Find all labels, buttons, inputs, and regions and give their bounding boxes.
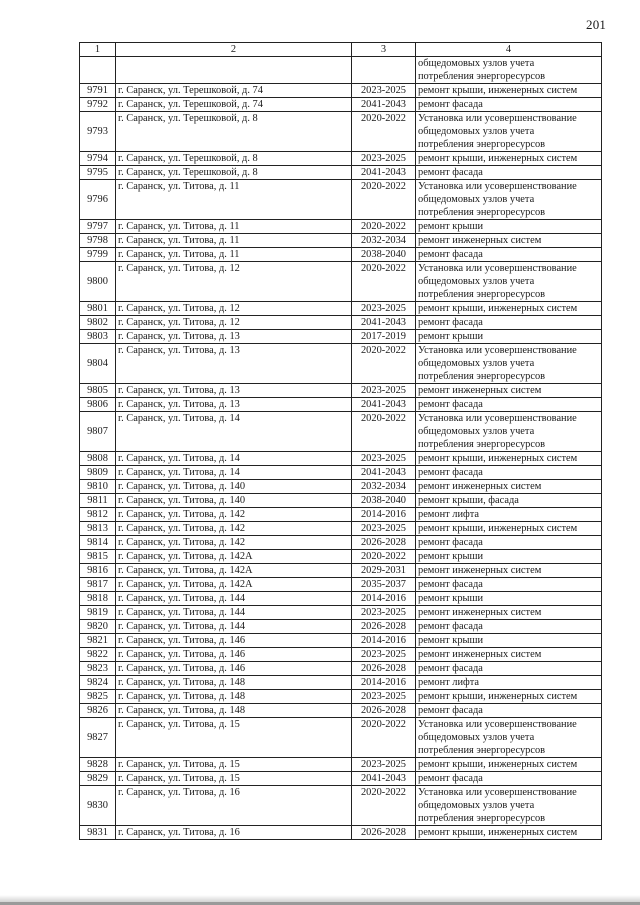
period-cell: 2020-2022 [352,550,416,564]
table-row [80,536,602,550]
table-row [80,302,602,316]
work-type-cell [416,522,602,536]
period-cell: 2026-2028 [352,536,416,550]
row-number-cell: 9813 [80,522,116,536]
work-type-cell [416,412,602,452]
table-row [80,592,602,606]
work-type-cell [416,676,602,690]
table-row [80,704,602,718]
work-type-line: ремонт фасада [418,663,483,674]
work-type-line: ремонт инженерных систем [418,385,542,396]
work-type-cell [416,772,602,786]
row-number-cell: 9829 [80,772,116,786]
work-type-line: ремонт инженерных систем [418,607,542,618]
work-type-cell [416,634,602,648]
work-type-cell [416,620,602,634]
row-number-cell: 9815 [80,550,116,564]
work-type-line: ремонт крыши, инженерных систем [418,453,578,464]
address-cell: г. Саранск, ул. Титова, д. 148 [116,704,352,718]
period-cell: 2023-2025 [352,84,416,98]
row-number-cell: 9814 [80,536,116,550]
work-type-line: общедомовых узлов учета [418,58,535,69]
period-cell: 2035-2037 [352,578,416,592]
table-row [80,564,602,578]
address-cell: г. Саранск, ул. Титова, д. 13 [116,384,352,398]
period-cell: 2014-2016 [352,592,416,606]
address-cell: г. Саранск, ул. Титова, д. 144 [116,592,352,606]
work-type-cell [416,758,602,772]
work-type-line: ремонт фасада [418,99,483,110]
row-number-cell: 9831 [80,826,116,840]
address-cell: г. Саранск, ул. Титова, д. 11 [116,180,352,220]
period-cell: 2023-2025 [352,302,416,316]
work-type-line: общедомовых узлов учета [418,732,535,743]
address-cell: г. Саранск, ул. Титова, д. 15 [116,758,352,772]
period-cell: 2020-2022 [352,786,416,826]
address-cell: г. Саранск, ул. Титова, д. 12 [116,302,352,316]
address-cell: г. Саранск, ул. Терешковой, д. 74 [116,98,352,112]
period-cell: 2020-2022 [352,220,416,234]
table-row [80,344,602,384]
address-cell: г. Саранск, ул. Титова, д. 140 [116,494,352,508]
work-type-cell [416,180,602,220]
work-type-line: ремонт инженерных систем [418,649,542,660]
work-type-line: ремонт лифта [418,509,480,520]
work-type-cell [416,718,602,758]
work-type-line: общедомовых узлов учета [418,358,535,369]
period-cell: 2032-2034 [352,480,416,494]
table-row [80,718,602,758]
work-type-cell [416,494,602,508]
period-cell: 2020-2022 [352,412,416,452]
work-type-cell [416,704,602,718]
row-number-cell: 9807 [80,412,116,452]
work-type-line: ремонт крыши, инженерных систем [418,303,578,314]
table-row [80,384,602,398]
period-cell: 2020-2022 [352,262,416,302]
table-row [80,466,602,480]
period-cell: 2023-2025 [352,452,416,466]
address-cell: г. Саранск, ул. Титова, д. 15 [116,718,352,758]
work-type-line: общедомовых узлов учета [418,276,535,287]
row-number-cell: 9803 [80,330,116,344]
row-number-cell: 9828 [80,758,116,772]
row-number-cell: 9805 [80,384,116,398]
row-number-cell: 9800 [80,262,116,302]
table-row [80,248,602,262]
work-type-line: потребления энергоресурсов [418,745,546,756]
work-type-cell [416,452,602,466]
table-row [80,606,602,620]
work-type-line: общедомовых узлов учета [418,194,535,205]
address-cell: г. Саранск, ул. Титова, д. 12 [116,262,352,302]
address-cell: г. Саранск, ул. Титова, д. 142А [116,564,352,578]
work-type-cell [416,578,602,592]
work-type-line: ремонт фасада [418,773,483,784]
work-type-line: потребления энергоресурсов [418,207,546,218]
row-number-cell: 9795 [80,166,116,180]
work-type-cell [416,564,602,578]
work-type-cell [416,344,602,384]
period-cell: 2014-2016 [352,508,416,522]
work-type-line: ремонт крыши [418,593,484,604]
work-type-line: ремонт крыши, фасада [418,495,519,506]
address-cell: г. Саранск, ул. Титова, д. 144 [116,606,352,620]
address-cell: г. Саранск, ул. Титова, д. 14 [116,412,352,452]
work-type-cell [416,84,602,98]
table-row [80,758,602,772]
row-number-cell: 9799 [80,248,116,262]
table-body [80,57,602,840]
period-cell: 2020-2022 [352,112,416,152]
work-type-line: ремонт фасада [418,621,483,632]
period-cell: 2041-2043 [352,98,416,112]
row-number-cell: 9794 [80,152,116,166]
work-type-cell [416,606,602,620]
row-number-cell: 9825 [80,690,116,704]
period-cell: 2041-2043 [352,316,416,330]
row-number-cell: 9820 [80,620,116,634]
work-type-cell [416,302,602,316]
table-row [80,522,602,536]
work-type-cell [416,592,602,606]
address-cell: г. Саранск, ул. Титова, д. 146 [116,662,352,676]
period-cell: 2032-2034 [352,234,416,248]
row-number-cell: 9809 [80,466,116,480]
row-number-cell: 9801 [80,302,116,316]
table-row [80,112,602,152]
work-type-cell [416,480,602,494]
row-number-cell: 9791 [80,84,116,98]
row-number-cell: 9797 [80,220,116,234]
work-type-line: Установка или усовершенствование [418,787,577,798]
work-type-line: потребления энергоресурсов [418,813,546,824]
period-cell: 2026-2028 [352,704,416,718]
row-number-cell: 9792 [80,98,116,112]
address-cell: г. Саранск, ул. Титова, д. 11 [116,220,352,234]
address-cell: г. Саранск, ул. Титова, д. 140 [116,480,352,494]
row-number-cell: 9826 [80,704,116,718]
period-cell: 2041-2043 [352,398,416,412]
work-type-line: ремонт фасада [418,317,483,328]
address-cell: г. Саранск, ул. Терешковой, д. 8 [116,112,352,152]
work-type-line: общедомовых узлов учета [418,426,535,437]
row-number-cell: 9812 [80,508,116,522]
work-type-line: общедомовых узлов учета [418,126,535,137]
table-row [80,152,602,166]
address-cell: г. Саранск, ул. Титова, д. 148 [116,690,352,704]
work-type-line: Установка или усовершенствование [418,181,577,192]
address-cell: г. Саранск, ул. Титова, д. 144 [116,620,352,634]
work-type-line: ремонт крыши [418,221,484,232]
period-cell: 2023-2025 [352,690,416,704]
work-type-line: потребления энергоресурсов [418,139,546,150]
period-cell: 2020-2022 [352,344,416,384]
period-cell: 2023-2025 [352,522,416,536]
row-number-cell: 9827 [80,718,116,758]
work-type-line: ремонт крыши, инженерных систем [418,691,578,702]
work-type-line: потребления энергоресурсов [418,371,546,382]
row-number-cell: 9817 [80,578,116,592]
work-type-line: ремонт крыши [418,331,484,342]
address-cell: г. Саранск, ул. Титова, д. 142А [116,550,352,564]
work-type-line: ремонт фасада [418,467,483,478]
work-type-line: ремонт фасада [418,705,483,716]
work-type-line: Установка или усовершенствование [418,345,577,356]
work-type-cell [416,662,602,676]
repair-schedule-table [79,42,602,840]
table-row [80,316,602,330]
address-cell: г. Саранск, ул. Титова, д. 13 [116,344,352,384]
address-cell: г. Саранск, ул. Титова, д. 16 [116,826,352,840]
table-row [80,412,602,452]
work-type-cell [416,330,602,344]
row-number-cell: 9823 [80,662,116,676]
work-type-line: ремонт крыши, инженерных систем [418,153,578,164]
table-row [80,772,602,786]
period-cell: 2041-2043 [352,466,416,480]
work-type-line: ремонт крыши, инженерных систем [418,523,578,534]
address-cell: г. Саранск, ул. Титова, д. 14 [116,452,352,466]
work-type-cell [416,690,602,704]
period-cell: 2023-2025 [352,606,416,620]
address-cell: г. Саранск, ул. Титова, д. 16 [116,786,352,826]
table-row [80,648,602,662]
address-cell: г. Саранск, ул. Титова, д. 15 [116,772,352,786]
column-header-1: 1 [80,43,116,57]
work-type-cell [416,398,602,412]
table-row [80,166,602,180]
row-number-cell: 9804 [80,344,116,384]
table-row [80,494,602,508]
period-cell: 2023-2025 [352,648,416,662]
address-cell: г. Саранск, ул. Титова, д. 14 [116,466,352,480]
work-type-cell [416,384,602,398]
page-number: 201 [586,17,607,32]
address-cell [116,57,352,84]
work-type-cell [416,57,602,84]
table-row [80,508,602,522]
table-row [80,262,602,302]
work-type-cell [416,152,602,166]
table-row [80,620,602,634]
work-type-line: ремонт фасада [418,167,483,178]
work-type-line: Установка или усовершенствование [418,413,577,424]
row-number-cell: 9830 [80,786,116,826]
table-row [80,826,602,840]
table-row [80,398,602,412]
work-type-cell [416,248,602,262]
header-row [80,43,602,57]
table-header [80,43,602,57]
work-type-line: потребления энергоресурсов [418,439,546,450]
work-type-line: ремонт крыши, инженерных систем [418,759,578,770]
row-number-cell: 9798 [80,234,116,248]
address-cell: г. Саранск, ул. Титова, д. 142 [116,508,352,522]
work-type-cell [416,316,602,330]
row-number-cell: 9821 [80,634,116,648]
work-type-cell [416,826,602,840]
column-header-3: 3 [352,43,416,57]
period-cell: 2026-2028 [352,662,416,676]
period-cell: 2023-2025 [352,384,416,398]
work-type-line: ремонт фасада [418,399,483,410]
row-number-cell: 9808 [80,452,116,466]
work-type-line: ремонт инженерных систем [418,481,542,492]
work-type-cell [416,234,602,248]
row-number-cell: 9802 [80,316,116,330]
address-cell: г. Саранск, ул. Терешковой, д. 8 [116,152,352,166]
work-type-line: ремонт инженерных систем [418,565,542,576]
work-type-cell [416,262,602,302]
work-type-cell [416,466,602,480]
period-cell: 2017-2019 [352,330,416,344]
table-row [80,220,602,234]
row-number-cell: 9816 [80,564,116,578]
table-row [80,234,602,248]
period-cell: 2026-2028 [352,826,416,840]
table-row [80,180,602,220]
address-cell: г. Саранск, ул. Титова, д. 11 [116,248,352,262]
repair-schedule-table-wrapper [79,42,601,840]
period-cell: 2023-2025 [352,152,416,166]
work-type-cell [416,112,602,152]
work-type-cell [416,536,602,550]
work-type-line: ремонт фасада [418,249,483,260]
address-cell: г. Саранск, ул. Титова, д. 146 [116,634,352,648]
work-type-line: ремонт крыши, инженерных систем [418,827,578,838]
row-number-cell: 9806 [80,398,116,412]
row-number-cell: 9824 [80,676,116,690]
work-type-cell [416,550,602,564]
table-row [80,634,602,648]
work-type-line: ремонт инженерных систем [418,235,542,246]
table-row [80,662,602,676]
work-type-cell [416,648,602,662]
row-number-cell: 9811 [80,494,116,508]
work-type-line: ремонт лифта [418,677,480,688]
table-row [80,550,602,564]
period-cell: 2038-2040 [352,248,416,262]
period-cell: 2041-2043 [352,772,416,786]
period-cell: 2014-2016 [352,634,416,648]
address-cell: г. Саранск, ул. Титова, д. 11 [116,234,352,248]
row-number-cell: 9819 [80,606,116,620]
address-cell: г. Саранск, ул. Титова, д. 142А [116,578,352,592]
work-type-line: ремонт крыши [418,551,484,562]
work-type-line: ремонт фасада [418,579,483,590]
row-number-cell: 9818 [80,592,116,606]
row-number-cell: 9793 [80,112,116,152]
work-type-line: Установка или усовершенствование [418,113,577,124]
row-number-cell: 9810 [80,480,116,494]
address-cell: г. Саранск, ул. Титова, д. 13 [116,330,352,344]
period-cell: 2041-2043 [352,166,416,180]
address-cell: г. Саранск, ул. Титова, д. 146 [116,648,352,662]
table-row [80,480,602,494]
period-cell: 2023-2025 [352,758,416,772]
table-row [80,676,602,690]
work-type-line: ремонт крыши, инженерных систем [418,85,578,96]
address-cell: г. Саранск, ул. Титова, д. 142 [116,522,352,536]
work-type-line: Установка или усовершенствование [418,263,577,274]
table-row [80,578,602,592]
work-type-line: потребления энергоресурсов [418,71,546,82]
period-cell: 2014-2016 [352,676,416,690]
period-cell: 2029-2031 [352,564,416,578]
address-cell: г. Саранск, ул. Терешковой, д. 74 [116,84,352,98]
column-header-2: 2 [116,43,352,57]
address-cell: г. Саранск, ул. Титова, д. 12 [116,316,352,330]
period-cell: 2020-2022 [352,718,416,758]
work-type-cell [416,166,602,180]
period-cell: 2020-2022 [352,180,416,220]
address-cell: г. Саранск, ул. Титова, д. 142 [116,536,352,550]
row-number-cell: 9796 [80,180,116,220]
work-type-line: ремонт крыши [418,635,484,646]
table-row [80,57,602,84]
table-row [80,84,602,98]
table-row [80,330,602,344]
table-row [80,452,602,466]
row-number-cell: 9822 [80,648,116,662]
work-type-line: общедомовых узлов учета [418,800,535,811]
table-row [80,98,602,112]
column-header-4: 4 [416,43,602,57]
work-type-line: ремонт фасада [418,537,483,548]
table-row [80,690,602,704]
work-type-cell [416,508,602,522]
address-cell: г. Саранск, ул. Титова, д. 13 [116,398,352,412]
period-cell: 2026-2028 [352,620,416,634]
address-cell: г. Саранск, ул. Терешковой, д. 8 [116,166,352,180]
row-number-cell [80,57,116,84]
period-cell: 2038-2040 [352,494,416,508]
period-cell [352,57,416,84]
table-row [80,786,602,826]
work-type-cell [416,98,602,112]
work-type-cell [416,786,602,826]
work-type-line: Установка или усовершенствование [418,719,577,730]
address-cell: г. Саранск, ул. Титова, д. 148 [116,676,352,690]
work-type-line: потребления энергоресурсов [418,289,546,300]
work-type-cell [416,220,602,234]
